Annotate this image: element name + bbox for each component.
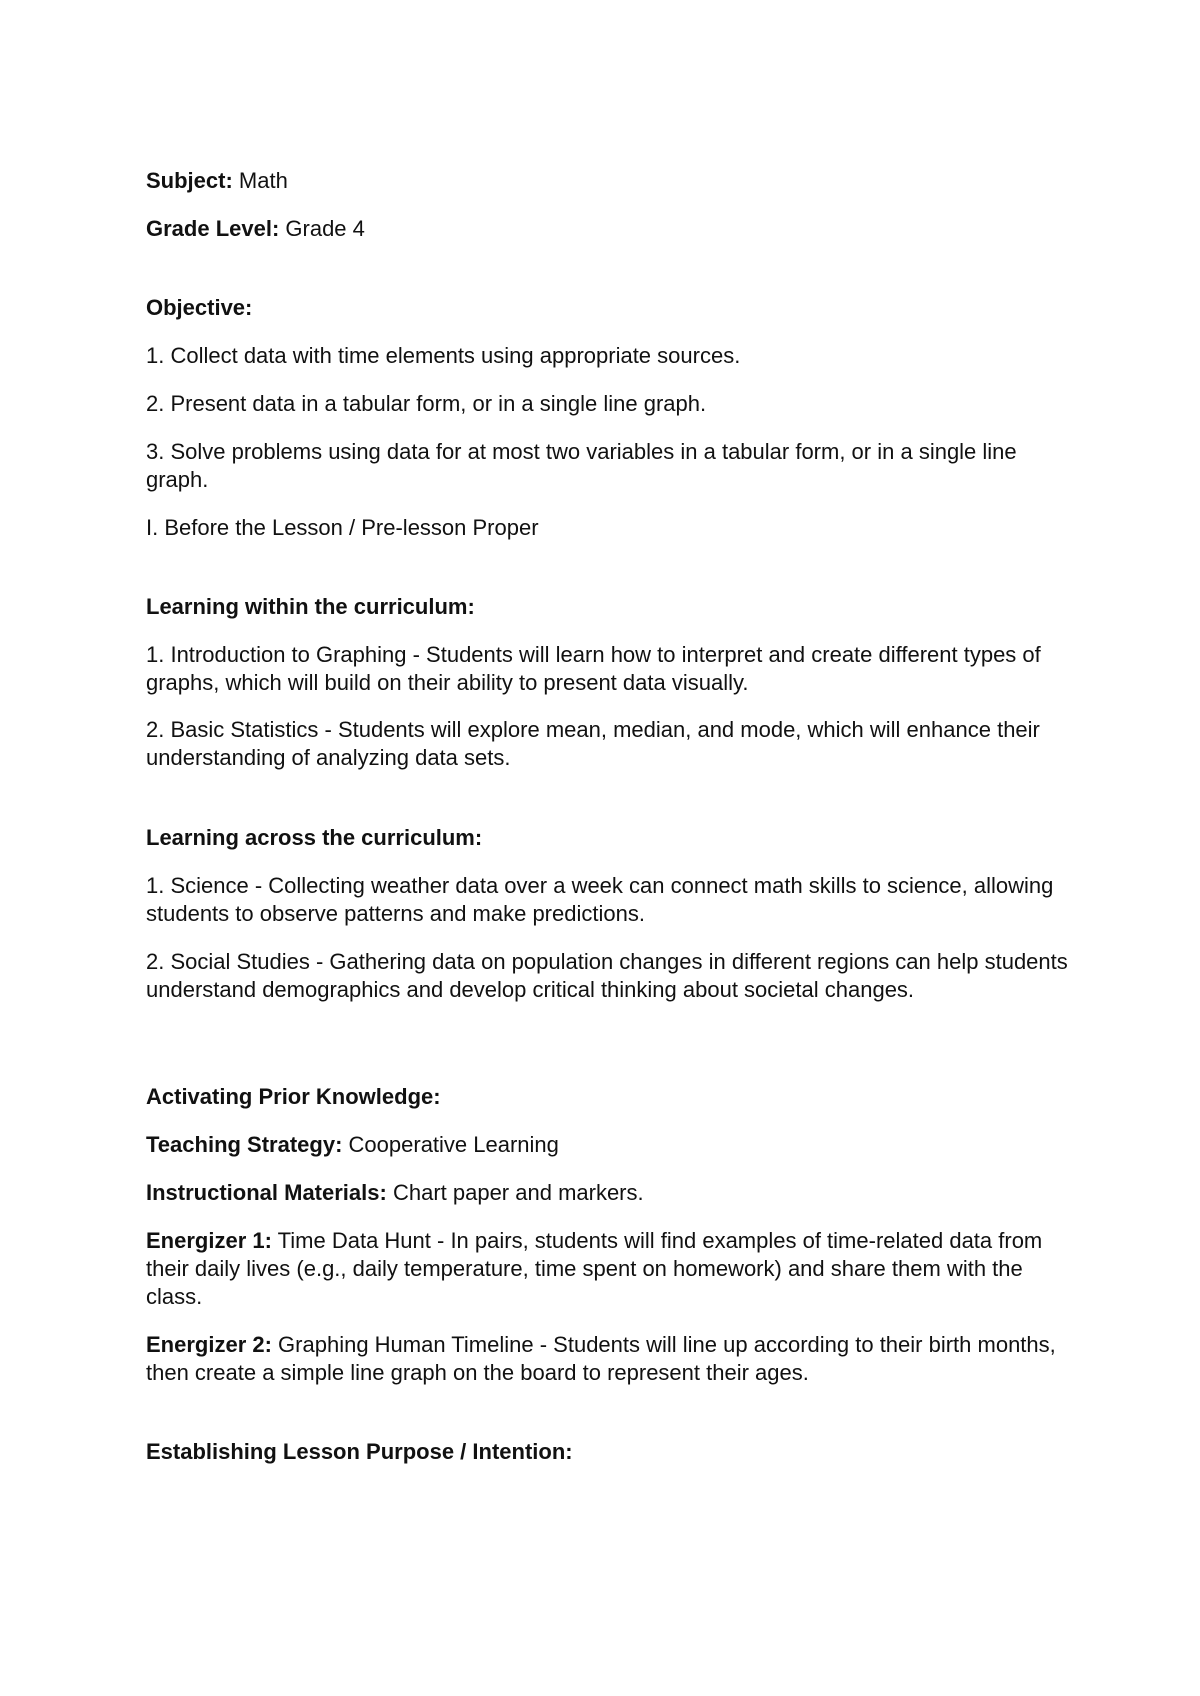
objective-item-2: 2. Present data in a tabular form, or in a single line graph. bbox=[146, 391, 707, 416]
energizer-1-value: Time Data Hunt - In pairs, students will find examples of time-related data from their daily lives (e.g., daily temperature, time spent on homework) and share them with the class. bbox=[146, 1228, 1043, 1309]
objective-item-3: 3. Solve problems using data for at most two variables in a tabular form, or in a single line graph. bbox=[146, 439, 1017, 492]
materials-label: Instructional Materials: bbox=[146, 1180, 387, 1205]
lesson-purpose-heading: Establishing Lesson Purpose / Intention: bbox=[146, 1439, 573, 1464]
energizer-2-line bbox=[146, 1331, 1076, 1387]
objective-item-1: 1. Collect data with time elements using appropriate sources. bbox=[146, 343, 741, 368]
energizer-1-label: Energizer 1: bbox=[146, 1228, 272, 1253]
grade-level-label: Grade Level: bbox=[146, 216, 280, 241]
across-curriculum-heading: Learning across the curriculum: bbox=[146, 825, 483, 850]
subject-line bbox=[146, 167, 1076, 195]
across-item-2: 2. Social Studies - Gathering data on population changes in different regions can help students understand demographics and develop critical thinking about societal changes. bbox=[146, 949, 1068, 1002]
materials-line bbox=[146, 1179, 1076, 1207]
teaching-strategy-value: Cooperative Learning bbox=[342, 1132, 559, 1157]
within-curriculum-heading: Learning within the curriculum: bbox=[146, 594, 475, 619]
teaching-strategy-line bbox=[146, 1131, 1076, 1159]
section-before-lesson: I. Before the Lesson / Pre-lesson Proper bbox=[146, 515, 539, 540]
across-item-1: 1. Science - Collecting weather data over a week can connect math skills to science, allowing students to observe patterns and make predictions. bbox=[146, 873, 1054, 926]
objective-heading: Objective: bbox=[146, 295, 253, 320]
subject-value: Math bbox=[232, 168, 288, 193]
energizer-1-line bbox=[146, 1227, 1076, 1311]
grade-level-line bbox=[146, 215, 1076, 243]
teaching-strategy-label: Teaching Strategy: bbox=[146, 1132, 343, 1157]
within-item-1: 1. Introduction to Graphing - Students will learn how to interpret and create different types of graphs, which will build on their ability to present data visually. bbox=[146, 642, 1041, 695]
materials-value: Chart paper and markers. bbox=[386, 1180, 644, 1205]
grade-level-value: Grade 4 bbox=[279, 216, 365, 241]
subject-label: Subject: bbox=[146, 168, 233, 193]
prior-knowledge-heading: Activating Prior Knowledge: bbox=[146, 1084, 441, 1109]
energizer-2-label: Energizer 2: bbox=[146, 1332, 272, 1357]
within-item-2: 2. Basic Statistics - Students will explore mean, median, and mode, which will enhance their understanding of analyzing data sets. bbox=[146, 717, 1040, 770]
energizer-2-value: Graphing Human Timeline - Students will line up according to their birth months, then create a simple line graph on the board to represent their ages. bbox=[146, 1332, 1056, 1385]
